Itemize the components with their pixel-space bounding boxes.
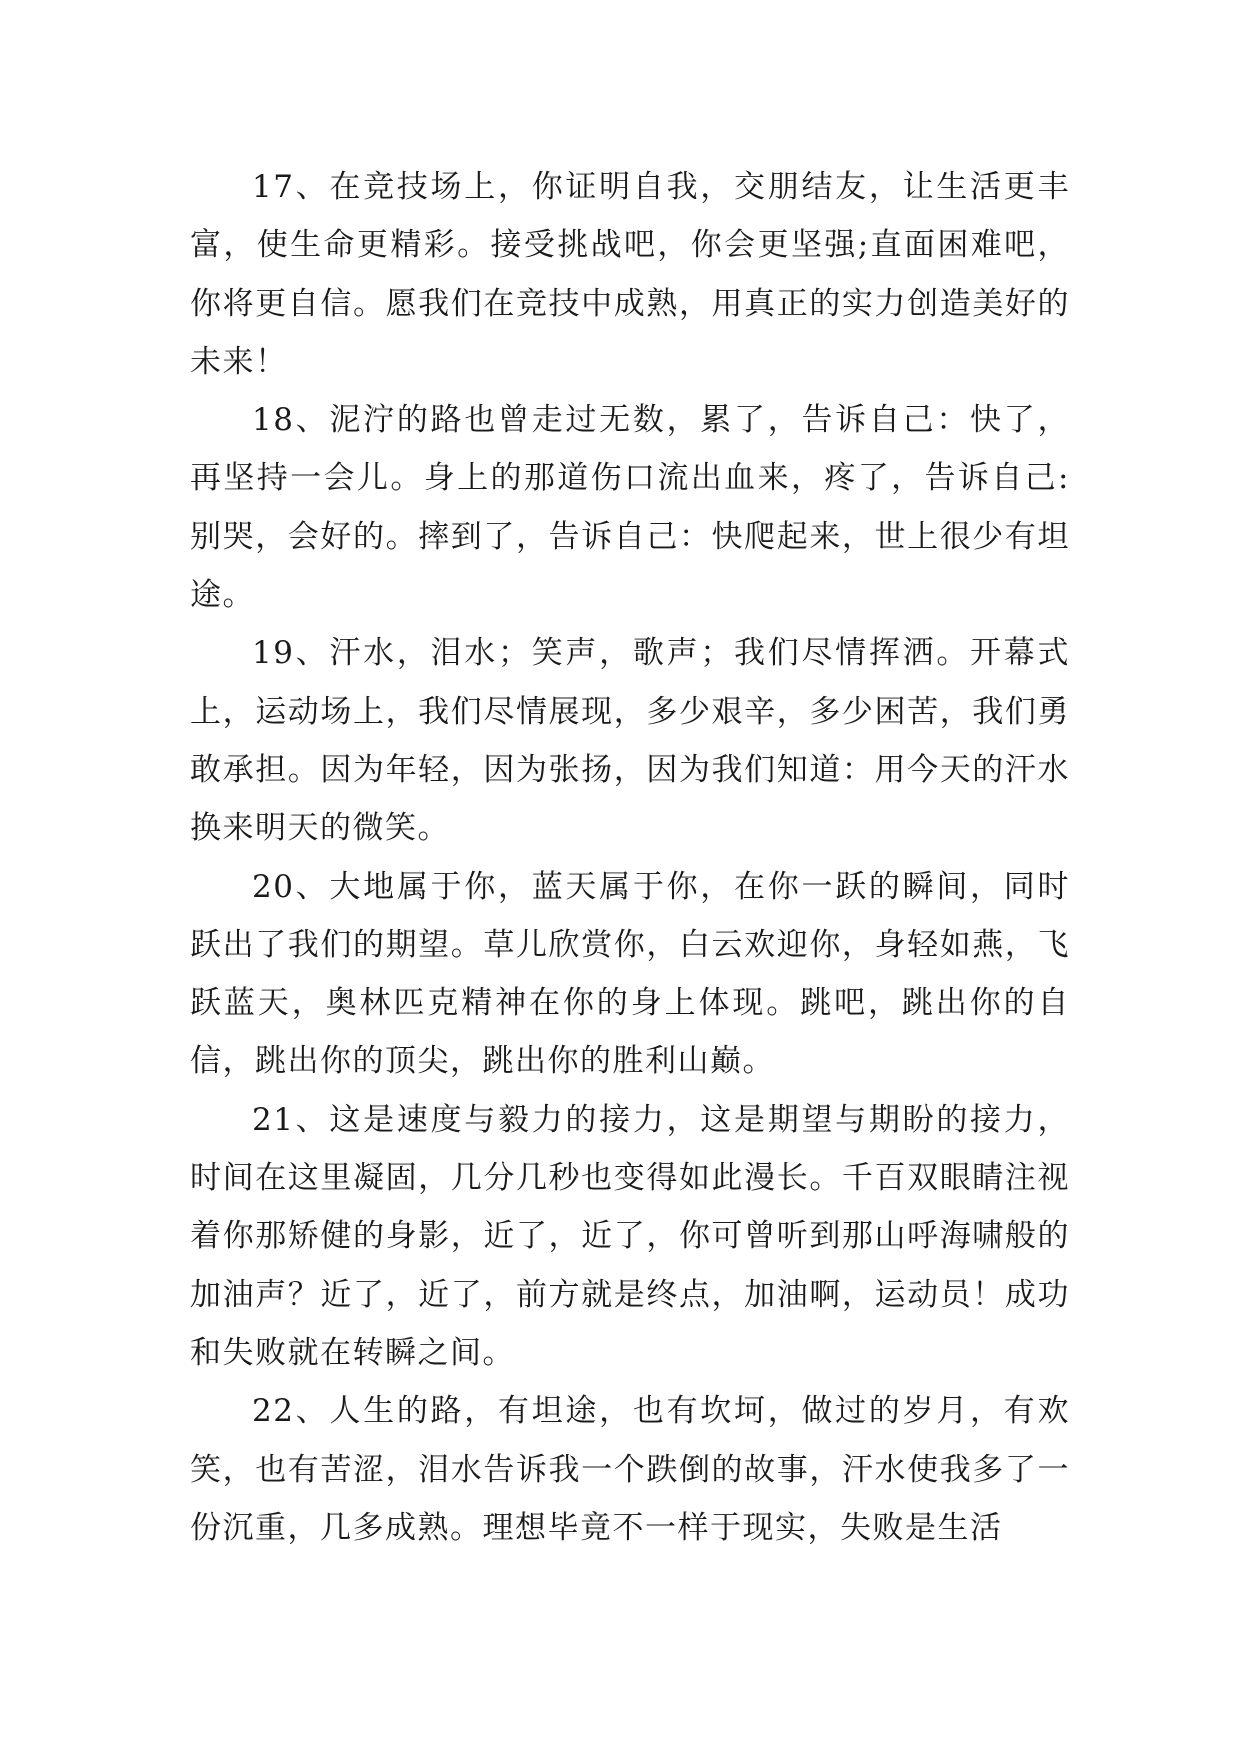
paragraph-20: 20、大地属于你，蓝天属于你，在你一跃的瞬间，同时跃出了我们的期望。草儿欣赏你，白云欢迎你，身轻如燕，飞跃蓝天，奥林匹克精神在你的身上体现。跳吧，跳出你的自信，跳出你的顶尖，跳出你的胜利山巅。 bbox=[190, 868, 1070, 1080]
paragraph-22: 22、人生的路，有坦途，也有坎坷，做过的岁月，有欢笑，也有苦涩，泪水告诉我一个跌倒的故事，汗水使我多了一份沉重，几多成熟。理想毕竟不一样于现实，失败是生活 bbox=[190, 1393, 1070, 1546]
paragraph-18: 18、泥泞的路也曾走过无数，累了，告诉自己：快了，再坚持一会儿。身上的那道伤口流出血来，疼了，告诉自己:别哭，会好的。摔到了，告诉自己：快爬起来，世上很少有坦途。 bbox=[190, 402, 1070, 614]
paragraph-17: 17、在竞技场上，你证明自我，交朋结友，让生活更丰富，使生命更精彩。接受挑战吧，你会更坚强;直面困难吧，你将更自信。愿我们在竞技中成熟，用真正的实力创造美好的未来！ bbox=[190, 169, 1070, 380]
document-body bbox=[190, 158, 1070, 1557]
paragraph-19: 19、汗水，泪水；笑声，歌声；我们尽情挥洒。开幕式上，运动场上，我们尽情展现，多少艰辛，多少困苦，我们勇敢承担。因为年轻，因为张扬，因为我们知道：用今天的汗水换来明天的微笑。 bbox=[190, 635, 1070, 847]
paragraph-21: 21、这是速度与毅力的接力，这是期望与期盼的接力，时间在这里凝固，几分几秒也变得如此漫长。千百双眼睛注视着你那矫健的身影，近了，近了，你可曾听到那山呼海啸般的加油声？近了，近了，前方就是终点，加油啊，运动员！成功和失败就在转瞬之间。 bbox=[190, 1101, 1070, 1371]
